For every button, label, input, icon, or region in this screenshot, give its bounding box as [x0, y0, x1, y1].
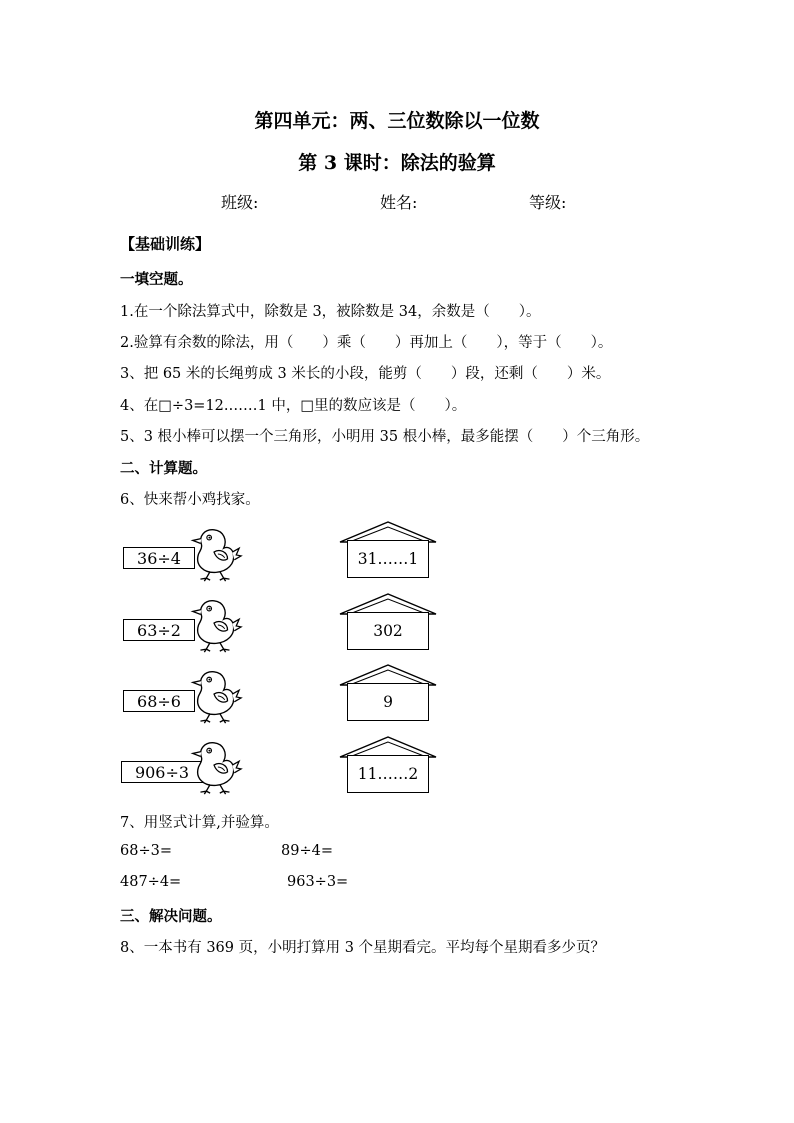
name-label: 姓名:: [380, 193, 418, 212]
vertical-calc-item: 89÷4=: [281, 843, 333, 859]
house[interactable]: [338, 592, 438, 654]
house-value: 31……1: [347, 540, 429, 578]
question-1: 1.在一个除法算式中，除数是 3，被除数是 34，余数是（ ）。: [120, 304, 541, 320]
question-7: 7、用竖式计算,并验算。: [120, 815, 279, 831]
vertical-calc-item: 487÷4=: [120, 874, 182, 890]
grade-label: 等级:: [529, 193, 567, 212]
chick-expression[interactable]: 63÷2: [123, 619, 195, 641]
chick-icon: [184, 738, 244, 796]
question-2: 2.验算有余数的除法，用（ ）乘（ ）再加上（ ），等于（ ）。: [120, 335, 613, 351]
vertical-calc-item: 963÷3=: [287, 874, 349, 890]
section-basic-training: 【基础训练】: [120, 235, 211, 253]
chick-expression[interactable]: 68÷6: [123, 690, 195, 712]
chick-icon: [184, 525, 244, 583]
question-8: 8、一本书有 369 页，小明打算用 3 个星期看完。平均每个星期看多少页？: [120, 940, 606, 956]
house-value: 302: [347, 612, 429, 650]
class-label: 班级:: [221, 193, 259, 212]
chick-expression[interactable]: 906÷3: [121, 761, 203, 783]
vertical-calc-item: 68÷3=: [120, 843, 172, 859]
house-value: 9: [347, 683, 429, 721]
question-3: 3、把 65 米的长绳剪成 3 米长的小段，能剪（ ）段，还剩（ ）米。: [120, 366, 611, 382]
chick-icon: [184, 667, 244, 725]
house-value: 11……2: [347, 755, 429, 793]
question-6: 6、快来帮小鸡找家。: [120, 492, 260, 508]
unit-title: 第四单元：两、三位数除以一位数: [254, 110, 540, 132]
section-fill-blank: 一填空题。: [120, 271, 193, 288]
question-5: 5、3 根小棒可以摆一个三角形，小明用 35 根小棒，最多能摆（ ）个三角形。: [120, 429, 650, 445]
house[interactable]: [338, 663, 438, 725]
chick-expression[interactable]: 36÷4: [123, 547, 195, 569]
house[interactable]: [338, 520, 438, 582]
house[interactable]: [338, 735, 438, 797]
question-4: 4、在□÷3=12.……1 中，□里的数应该是（ ）。: [120, 398, 467, 414]
section-calculation: 二、计算题。: [120, 460, 207, 477]
lesson-title: 第 3 课时：除法的验算: [298, 152, 496, 174]
chick-icon: [184, 596, 244, 654]
section-solve: 三、解决问题。: [120, 908, 222, 925]
